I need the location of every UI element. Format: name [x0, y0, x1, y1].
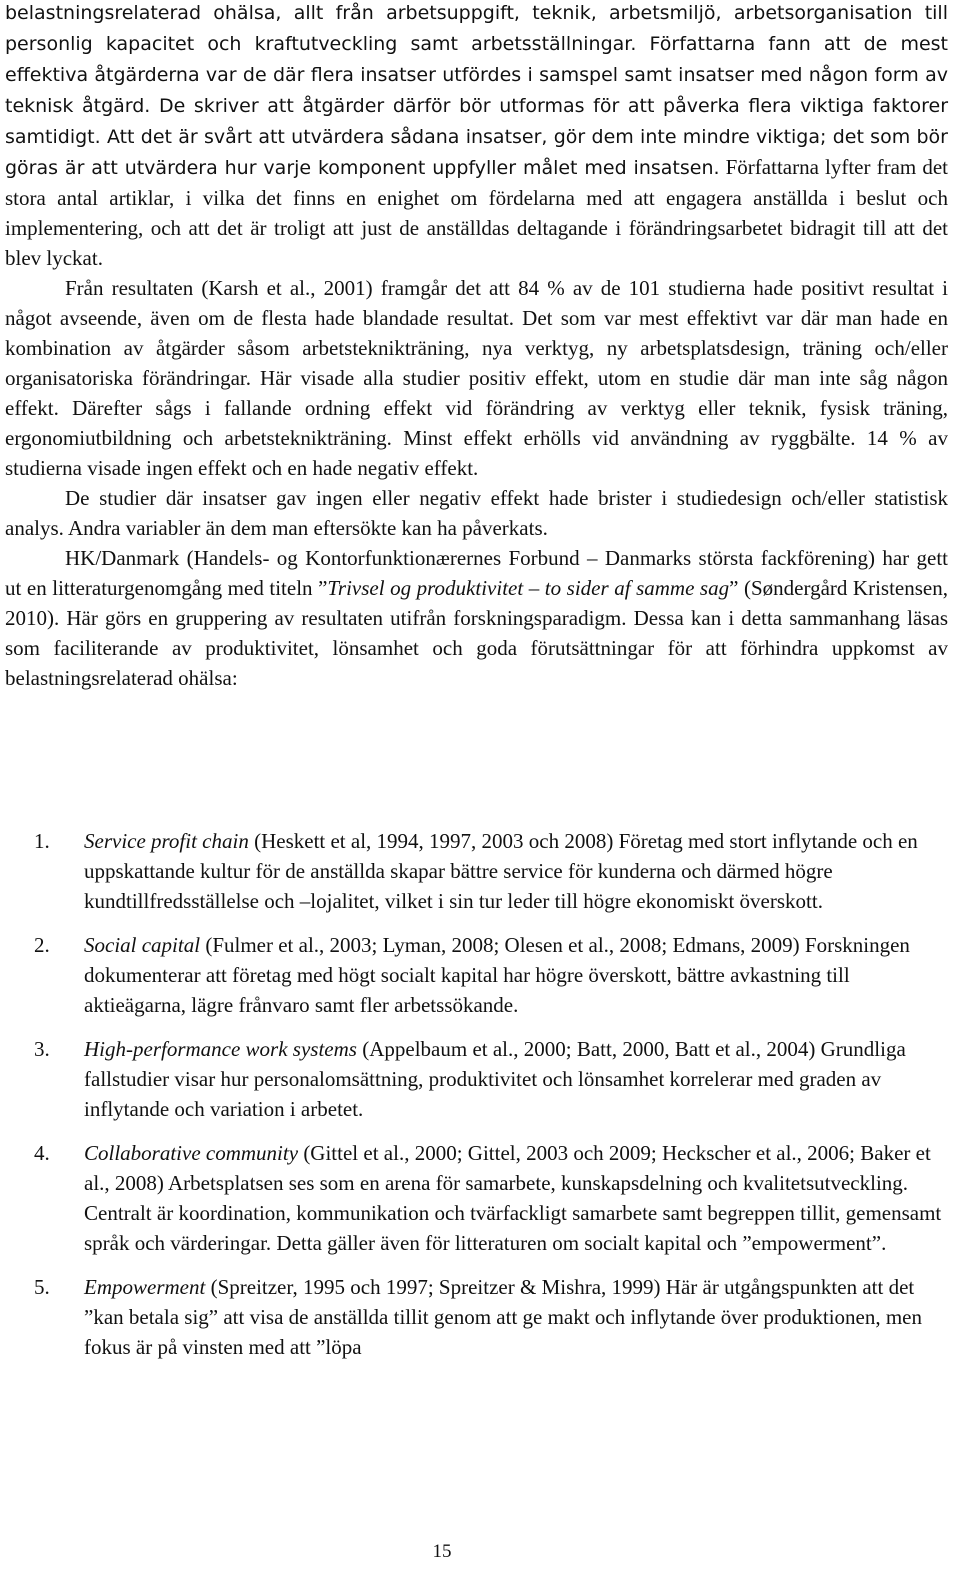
paragraph-sans-segment: belastningsrelaterad ohälsa, allt från arbetsuppgift, teknik, arbetsmiljö, arbetsorganisation till personlig kapacitet och kraftutveckling samt arbetsställningar. Författarna fann att de mest effektiva åtgärderna var de där flera insatser utfördes i samspel samt insatser med någon form av teknisk åtgärd. De skriver att åtgärder därför bör utformas för att påverka flera viktiga faktorer samtidigt. Att det är svårt att utvärdera sådana insatser, gör dem inte mindre viktiga; det som bör göras är att utvärdera hur varje komponent uppfyller målet med insatsen.: [5, 2, 948, 179]
list-item: [0, 1272, 948, 1362]
hk-text-before: HK/Danmark (Handels- og Kontorfunktionærernes Forbund – Danmarks största fackförening) har gett ut en litteraturgenomgång med titeln ”: [5, 546, 948, 600]
paragraph-brister: De studier där insatser gav ingen eller negativ effekt hade brister i studiedesign och/eller statistisk analys. Andra variabler än dem man eftersökte kan ha påverkats.: [5, 486, 948, 540]
list-text: (Fulmer et al., 2003; Lyman, 2008; Olesen et al., 2008; Edmans, 2009) Forskningen dokumenterar att företag med högt socialt kapital har högre överskott, bättre avkastning till aktieägarna, lägre frånvaro samt fler arbetssökande.: [84, 933, 910, 1017]
list-term: Empowerment: [84, 1275, 206, 1299]
list-item: [0, 1138, 948, 1258]
list-item: [0, 1034, 948, 1124]
list-number: 1.: [34, 829, 50, 853]
list-text: (Spreitzer, 1995 och 1997; Spreitzer & Mishra, 1999) Här är utgångspunkten att det ”kan betala sig” att visa de anställda tillit genom att ge makt och inflytande över produktionen, men fokus är på vinsten med att ”löpa: [84, 1275, 923, 1359]
list-term: Service profit chain: [84, 829, 249, 853]
list-term: Social capital: [84, 933, 201, 957]
list-term: High-performance work systems: [84, 1037, 357, 1061]
list-text: (Heskett et al, 1994, 1997, 2003 och 2008) Företag med stort inflytande och en uppskattande kultur för de anställda skapar bättre service för kunderna och därmed högre kundtillfredsställelse och –lojalitet, vilket i sin tur leder till högre ekonomiskt överskott.: [84, 829, 918, 913]
list-item: [0, 826, 948, 916]
list-item: [0, 930, 948, 1020]
paragraph-karsh: Från resultaten (Karsh et al., 2001) framgår det att 84 % av de 101 studierna hade positivt resultat i något avseende, även om de flesta hade blandade resultat. Det som var mest effektivt var där man hade en kombination av åtgärder såsom arbetsteknikträning, nya verktyg, ny arbetsplatsdesign, träning och/eller organisatoriska förändringar. Här visade alla studier positiv effekt, utom en studie där man inte såg någon effekt. Därefter sågs i fallande ordning effekt vid förändring av verktyg eller teknik, fysisk träning, ergonomiutbildning och arbetsteknikträning. Minst effekt erhölls vid användning av ryggbälte. 14 % av studierna visade ingen effekt och en hade negativ effekt.: [5, 276, 948, 480]
paragraph-continued: [5, 0, 948, 273]
page-number: 15: [432, 1541, 452, 1562]
list-text: (Gittel et al., 2000; Gittel, 2003 och 2009; Heckscher et al., 2006; Baker et al., 2008) Arbetsplatsen ses som en arena för samarbete, kunskapsdelning och kvalitetsutveckling. Centralt är koordination, kommunikation och tvärfackligt samarbete samt begreppen tillit, gemensamt språk och värderingar. Detta gäller även för litteraturen om socialt kapital och ”empowerment”.: [84, 1141, 942, 1255]
list-term: Collaborative community: [84, 1141, 299, 1165]
list-text: (Appelbaum et al., 2000; Batt, 2000, Batt et al., 2004) Grundliga fallstudier visar hur personalomsättning, produktivitet och lönsamhet korrelerar med graden av inflytande och variation i arbetet.: [84, 1037, 906, 1121]
paragraph-serif-segment: Författarna lyfter fram det stora antal artiklar, i vilka det finns en enighet om fördelarna med att engagera anställda i beslut och implementering, och att det är troligt att just de anställdas deltagande i förändringsarbetet bidragit till att det blev lyckat.: [5, 155, 948, 270]
hk-title: Trivsel og produktivitet – to sider af samme sag: [327, 576, 730, 600]
paragraph-hk: [5, 543, 948, 693]
numbered-list: [0, 826, 948, 1376]
list-number: 3.: [34, 1037, 50, 1061]
body-text: [5, 0, 948, 693]
list-number: 4.: [34, 1141, 50, 1165]
list-number: 2.: [34, 933, 50, 957]
list-number: 5.: [34, 1275, 50, 1299]
hk-text-after: ” (Søndergård Kristensen, 2010). Här görs en gruppering av resultaten utifrån forskningsparadigm. Dessa kan i detta sammanhang läsas som faciliterande av produktivitet, lönsamhet och goda förutsättningar för att förhindra uppkomst av belastningsrelaterad ohälsa:: [5, 576, 948, 690]
